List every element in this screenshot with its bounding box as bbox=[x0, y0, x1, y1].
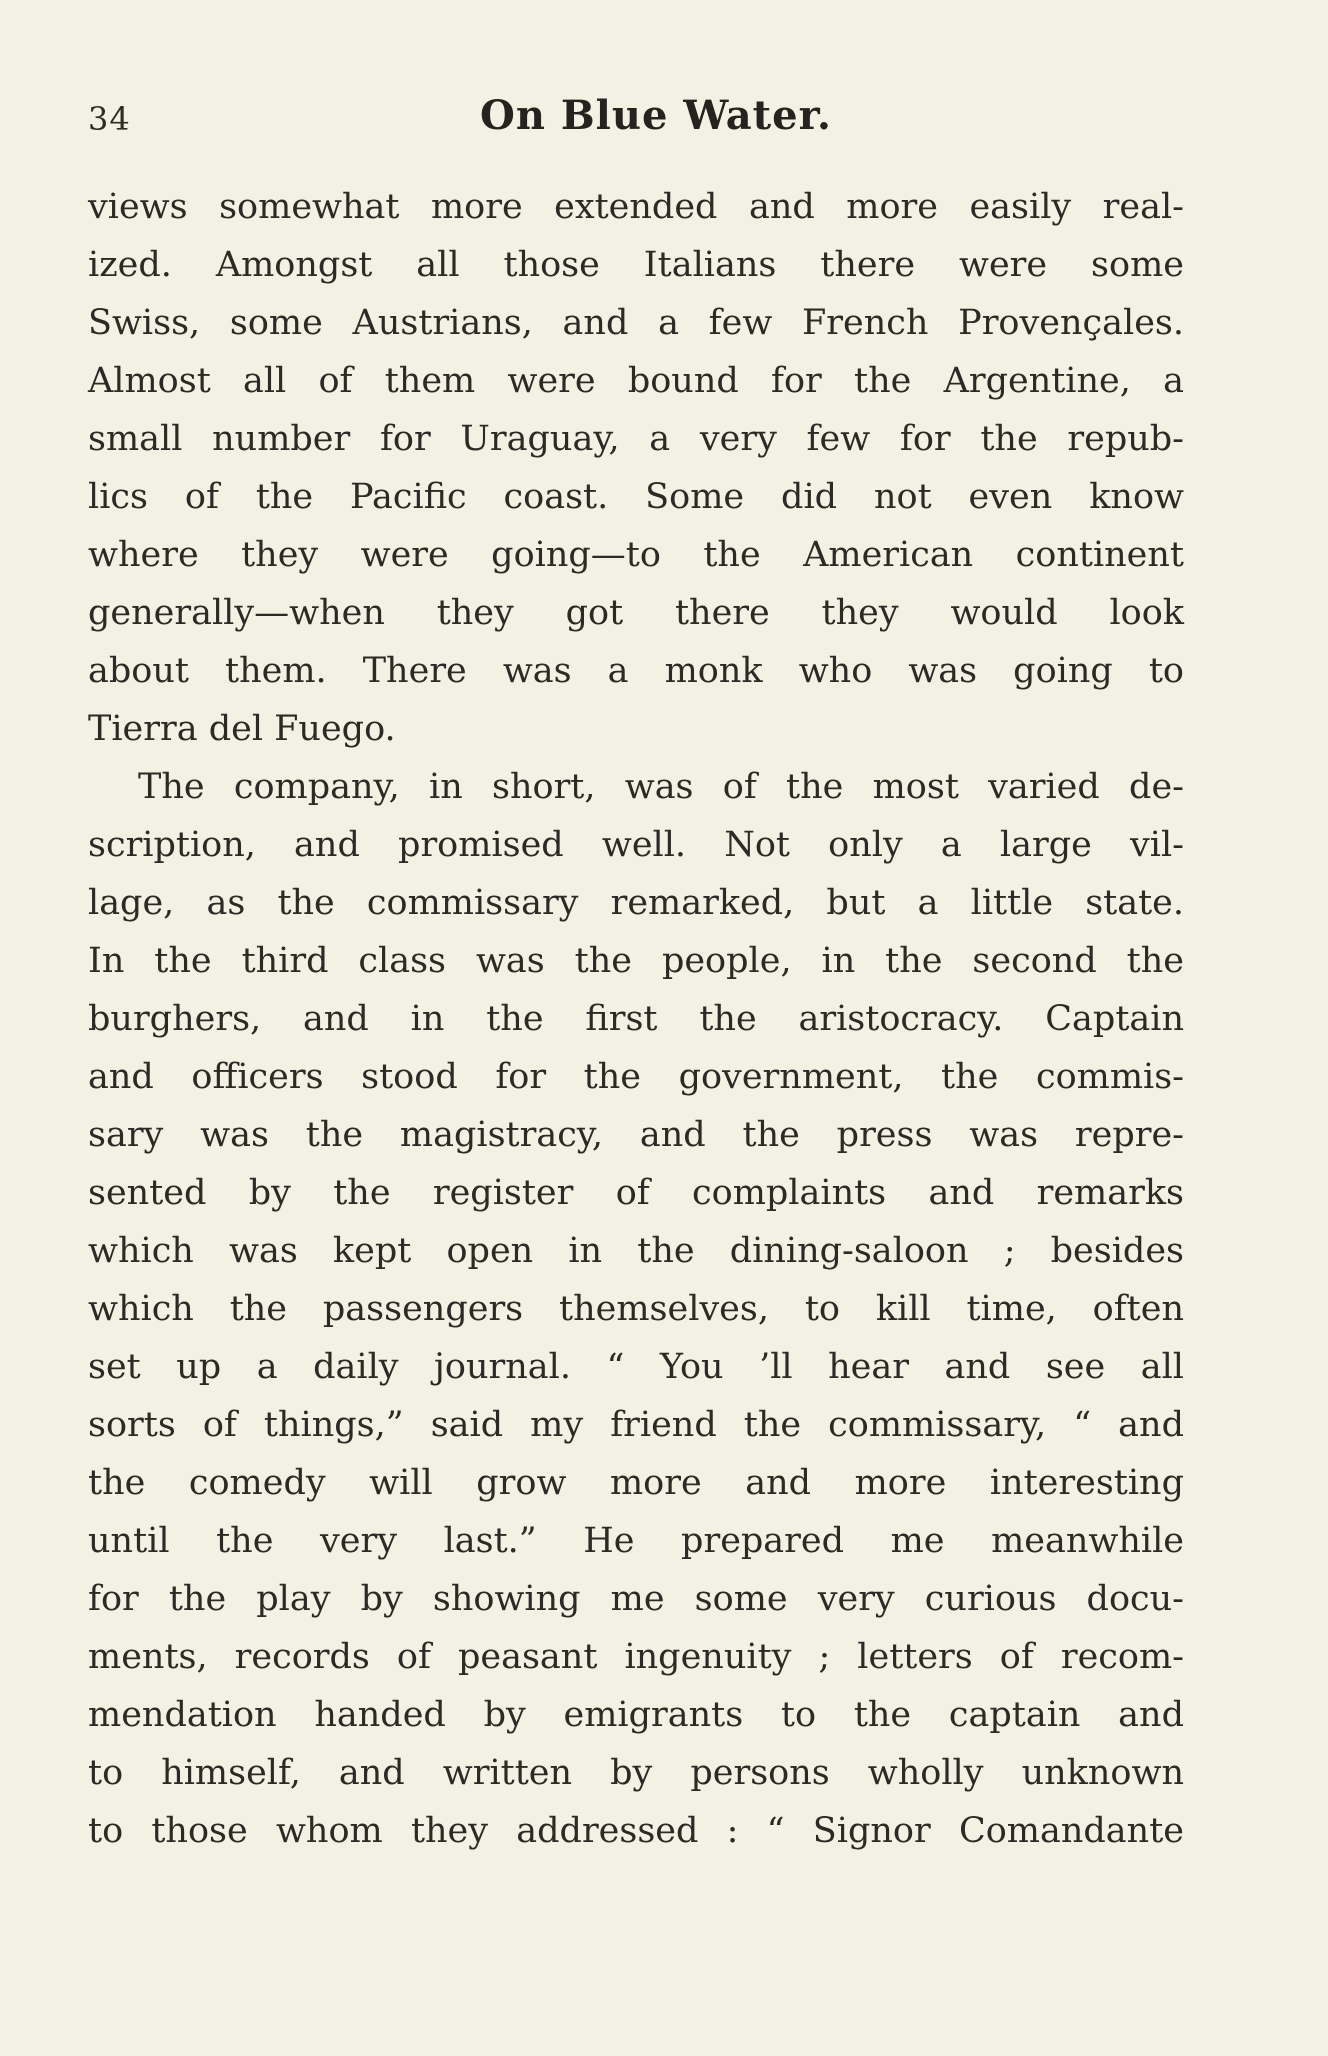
text-line: where they were going—to the American continent bbox=[88, 535, 1184, 575]
text-line: The company, in short, was of the most varied de- bbox=[138, 767, 1184, 807]
text-line: Swiss, some Austrians, and a few French Provençales. bbox=[88, 303, 1184, 343]
text-line: lage, as the commissary remarked, but a little state. bbox=[88, 883, 1184, 923]
text-line: ized. Amongst all those Italians there were some bbox=[88, 245, 1184, 285]
text-line: for the play by showing me some very curious docu- bbox=[88, 1579, 1184, 1619]
text-line: mendation handed by emigrants to the captain and bbox=[88, 1695, 1184, 1735]
text-line: sented by the register of complaints and remarks bbox=[88, 1173, 1184, 1213]
text-line: In the third class was the people, in the second the bbox=[88, 941, 1184, 981]
text-line: which the passengers themselves, to kill time, often bbox=[88, 1289, 1184, 1329]
text-line: about them. There was a monk who was going to bbox=[88, 651, 1184, 691]
text-line: sary was the magistracy, and the press was repre- bbox=[88, 1115, 1184, 1155]
text-line: the comedy will grow more and more interesting bbox=[88, 1463, 1184, 1503]
text-line: burghers, and in the first the aristocracy. Captain bbox=[88, 999, 1184, 1039]
running-head bbox=[88, 92, 1188, 152]
text-line: which was kept open in the dining-saloon ; besides bbox=[88, 1231, 1184, 1271]
text-line: to himself, and written by persons wholly unknown bbox=[88, 1753, 1184, 1793]
text-line: set up a daily journal. “ You ’ll hear and see all bbox=[88, 1347, 1184, 1387]
text-line: ments, records of peasant ingenuity ; letters of recom- bbox=[88, 1637, 1184, 1677]
text-line: views somewhat more extended and more easily real- bbox=[88, 187, 1184, 227]
text-line: until the very last.” He prepared me meanwhile bbox=[88, 1521, 1184, 1561]
text-line: generally—when they got there they would look bbox=[88, 593, 1184, 633]
text-line: Tierra del Fuego. bbox=[88, 709, 396, 749]
text-line: to those whom they addressed : “ Signor Comandante bbox=[88, 1811, 1184, 1851]
text-line: scription, and promised well. Not only a large vil- bbox=[88, 825, 1184, 865]
paragraph-1 bbox=[88, 178, 1184, 758]
text-line: small number for Uraguay, a very few for the repub- bbox=[88, 419, 1184, 459]
text-line: and officers stood for the government, the commis- bbox=[88, 1057, 1184, 1097]
body-text bbox=[88, 178, 1184, 1860]
paragraph-2 bbox=[88, 758, 1184, 1860]
book-title: On Blue Water. bbox=[480, 92, 832, 139]
text-line: lics of the Pacific coast. Some did not even know bbox=[88, 477, 1184, 517]
text-line: sorts of things,” said my friend the commissary, “ and bbox=[88, 1405, 1184, 1445]
text-line: Almost all of them were bound for the Argentine, a bbox=[88, 361, 1184, 401]
page-number: 34 bbox=[88, 100, 131, 138]
